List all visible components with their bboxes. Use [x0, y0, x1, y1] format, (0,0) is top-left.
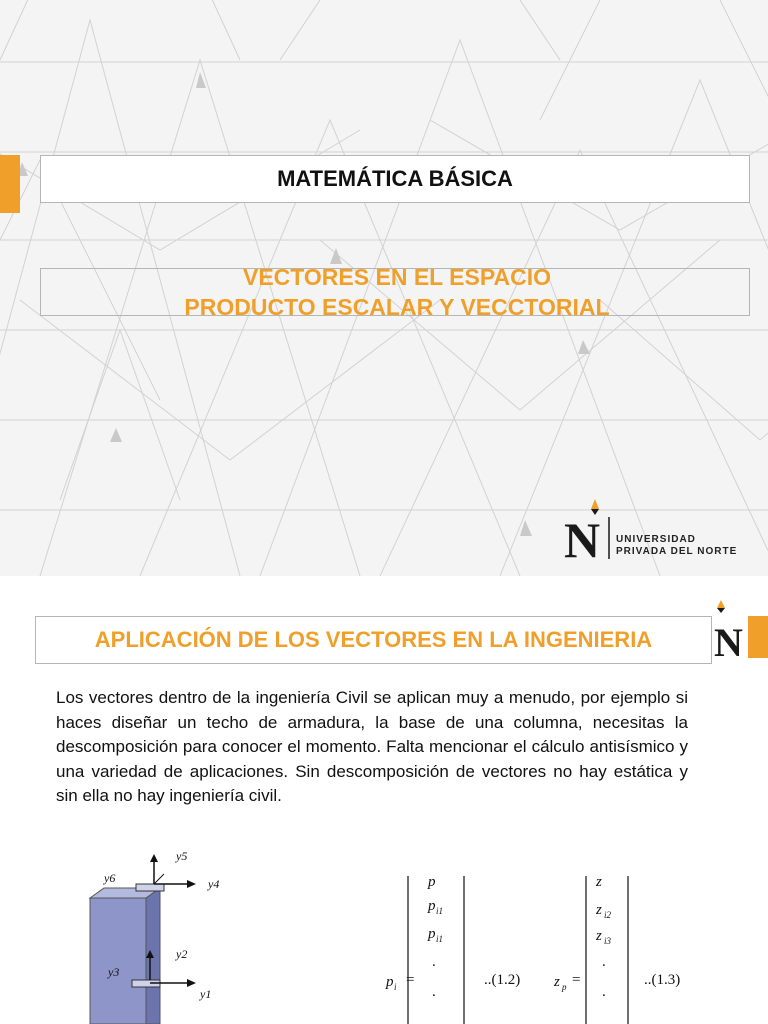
logo-text [616, 534, 737, 558]
p-entry-0: p [428, 874, 436, 890]
z-eq-number: ..(1.3) [644, 972, 681, 988]
p-entry-2: p [428, 926, 436, 942]
slide-heading: APLICACIÓN DE LOS VECTORES EN LA INGENIERIA [35, 616, 712, 664]
p-entry-1-sub: i1 [436, 906, 444, 916]
z-entry-2-sub: i3 [604, 936, 612, 946]
slide-title: MATEMÁTICA BÁSICA [40, 155, 750, 203]
accent-bar-left [0, 155, 20, 213]
upn-logo-icon [560, 497, 616, 568]
university-logo [560, 497, 760, 568]
svg-text:N: N [714, 620, 743, 665]
p-dot-2: . [432, 984, 436, 1000]
p-eq-number: ..(1.2) [484, 972, 521, 988]
p-entry-2-sub: i1 [436, 934, 444, 944]
label-y4: y4 [208, 877, 220, 891]
slide-separator [0, 576, 768, 586]
label-y5: y5 [176, 849, 188, 863]
z-label-sub: p [562, 982, 567, 992]
logo-line-2: PRIVADA DEL NORTE [616, 546, 738, 557]
z-entry-2: z [596, 928, 602, 944]
p-equals: = [406, 972, 415, 988]
slide-subtitle [40, 262, 754, 322]
z-dot-1: . [602, 954, 606, 970]
z-equals: = [572, 972, 581, 988]
p-dot-1: . [432, 954, 436, 970]
label-y1: y1 [200, 987, 212, 1001]
z-entry-1-sub: i2 [604, 910, 612, 920]
label-y2: y2 [176, 947, 188, 961]
column-figure [46, 848, 246, 1024]
body-paragraph: Los vectores dentro de la ingeniería Civil se aplican muy a menudo, por ejemplo si haces diseñar un techo de armadura, la base de una columna, necesitas la descomposición para conocer el momento. Falta mencionar el cálculo antisísmico y una variedad de aplicaciones. Sin descomposición de vectores no hay estática y sin ella no hay ingeniería civil. [56, 688, 688, 805]
logo-line-1: UNIVERSIDAD [616, 534, 696, 545]
accent-bar-right [748, 616, 768, 658]
z-label: z [554, 974, 560, 990]
subtitle-line-2: PRODUCTO ESCALAR Y VECCTORIAL [184, 294, 610, 320]
content-slide [0, 586, 768, 1024]
p-label-sub: i [394, 982, 397, 992]
label-y6: y6 [104, 871, 116, 885]
z-entry-0: z [596, 874, 602, 890]
z-dot-2: . [602, 984, 606, 1000]
p-label: p [386, 974, 394, 990]
vector-equations [378, 874, 681, 1024]
label-y3: y3 [108, 965, 120, 979]
subtitle-line-1: VECTORES EN EL ESPACIO [242, 264, 552, 290]
p-entry-1: p [428, 898, 436, 914]
z-entry-1: z [596, 902, 602, 918]
small-logo-icon [712, 600, 743, 665]
svg-text:N: N [564, 512, 601, 568]
